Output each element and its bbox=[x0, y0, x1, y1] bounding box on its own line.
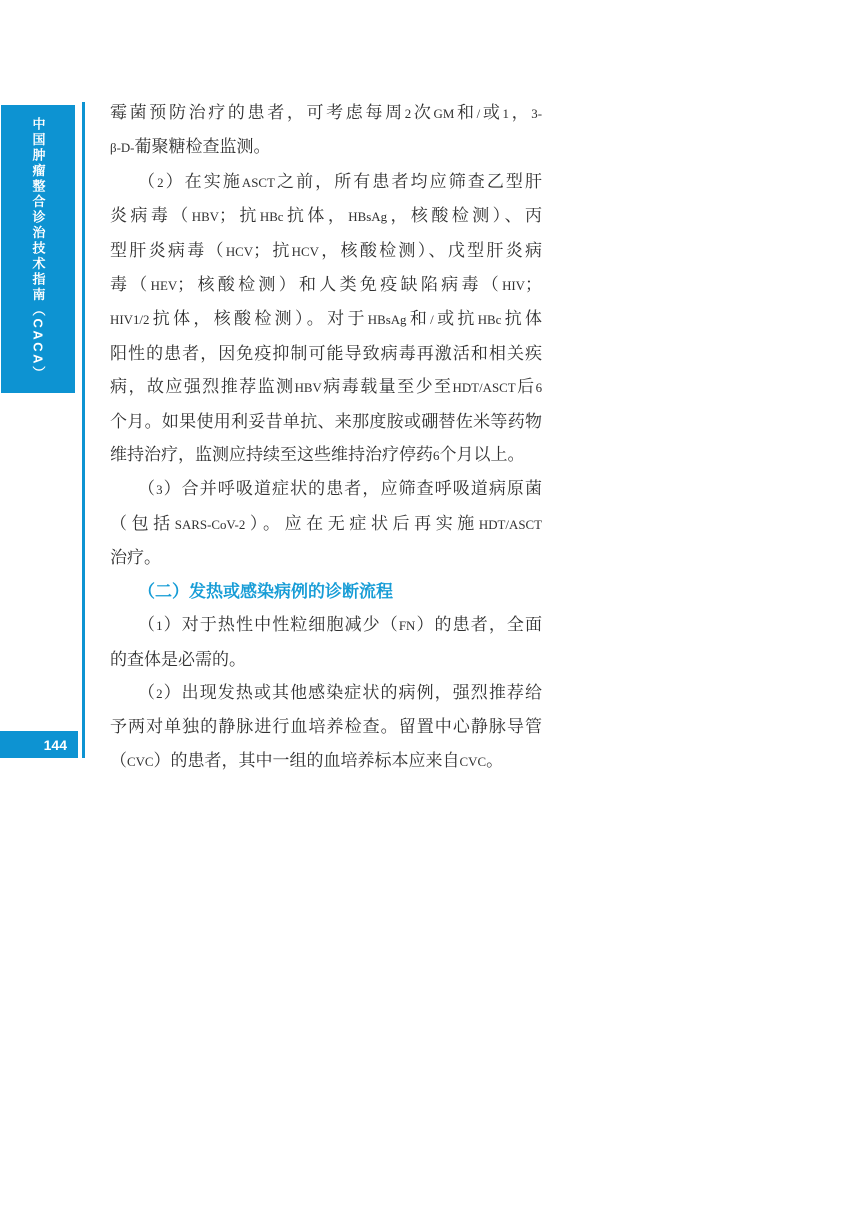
text-line: 霉菌预防治疗的患者，可考虑每周2次GM和/或1，3- bbox=[110, 103, 543, 122]
text-line: 个月。如果使用利妥昔单抗、来那度胺或硼替佐米等药物 bbox=[110, 411, 542, 431]
text-line: 治疗。 bbox=[110, 548, 161, 568]
divider-line bbox=[82, 102, 85, 758]
text-line: 毒（HEV；核酸检测）和人类免疫缺陷病毒（HIV； bbox=[110, 275, 543, 295]
text-line: （3）合并呼吸道症状的患者，应筛查呼吸道病原菌 bbox=[138, 479, 543, 499]
page-number-badge bbox=[0, 731, 78, 758]
sidebar-banner bbox=[1, 105, 75, 393]
text-line: （包括SARS-CoV-2）。应在无症状后再实施HDT/ASCT bbox=[110, 513, 543, 533]
text-line: 型肝炎病毒（HCV；抗HCV，核酸检测）、戊型肝炎病 bbox=[110, 240, 543, 260]
page-number: 144 bbox=[43, 736, 67, 753]
text-line: （2）在实施ASCT之前，所有患者均应筛查乙型肝 bbox=[138, 171, 543, 191]
text-line: （2）出现发热或其他感染症状的病例，强烈推荐给 bbox=[138, 682, 543, 702]
content-area bbox=[110, 96, 542, 778]
text-line: （1）对于热性中性粒细胞减少（FN）的患者，全面 bbox=[138, 615, 543, 635]
text-line: 予两对单独的静脉进行血培养检查。留置中心静脉导管 bbox=[110, 717, 542, 737]
text-line: HIV1/2抗体，核酸检测）。对于HBsAg和/或抗HBc抗体 bbox=[110, 309, 543, 329]
text-line: 炎病毒（HBV；抗HBc抗体，HBsAg，核酸检测）、丙 bbox=[110, 206, 543, 226]
text-line: 病，故应强烈推荐监测HBV病毒载量至少至HDT/ASCT后6 bbox=[110, 377, 543, 397]
text-line: β-D-葡聚糖检查监测。 bbox=[110, 137, 271, 157]
section-heading: （二）发热或感染病例的诊断流程 bbox=[138, 581, 393, 601]
text-line: （CVC）的患者，其中一组的血培养标本应来自CVC。 bbox=[110, 750, 504, 770]
text-line: 的查体是必需的。 bbox=[110, 649, 246, 669]
sidebar-title: 中国肿瘤整合诊治技术指南（CACA） bbox=[30, 116, 46, 382]
text-line: 阳性的患者，因免疫抑制可能导致病毒再激活和相关疾 bbox=[110, 343, 542, 363]
text-line: 维持治疗，监测应持续至这些维持治疗停药6个月以上。 bbox=[110, 445, 525, 465]
